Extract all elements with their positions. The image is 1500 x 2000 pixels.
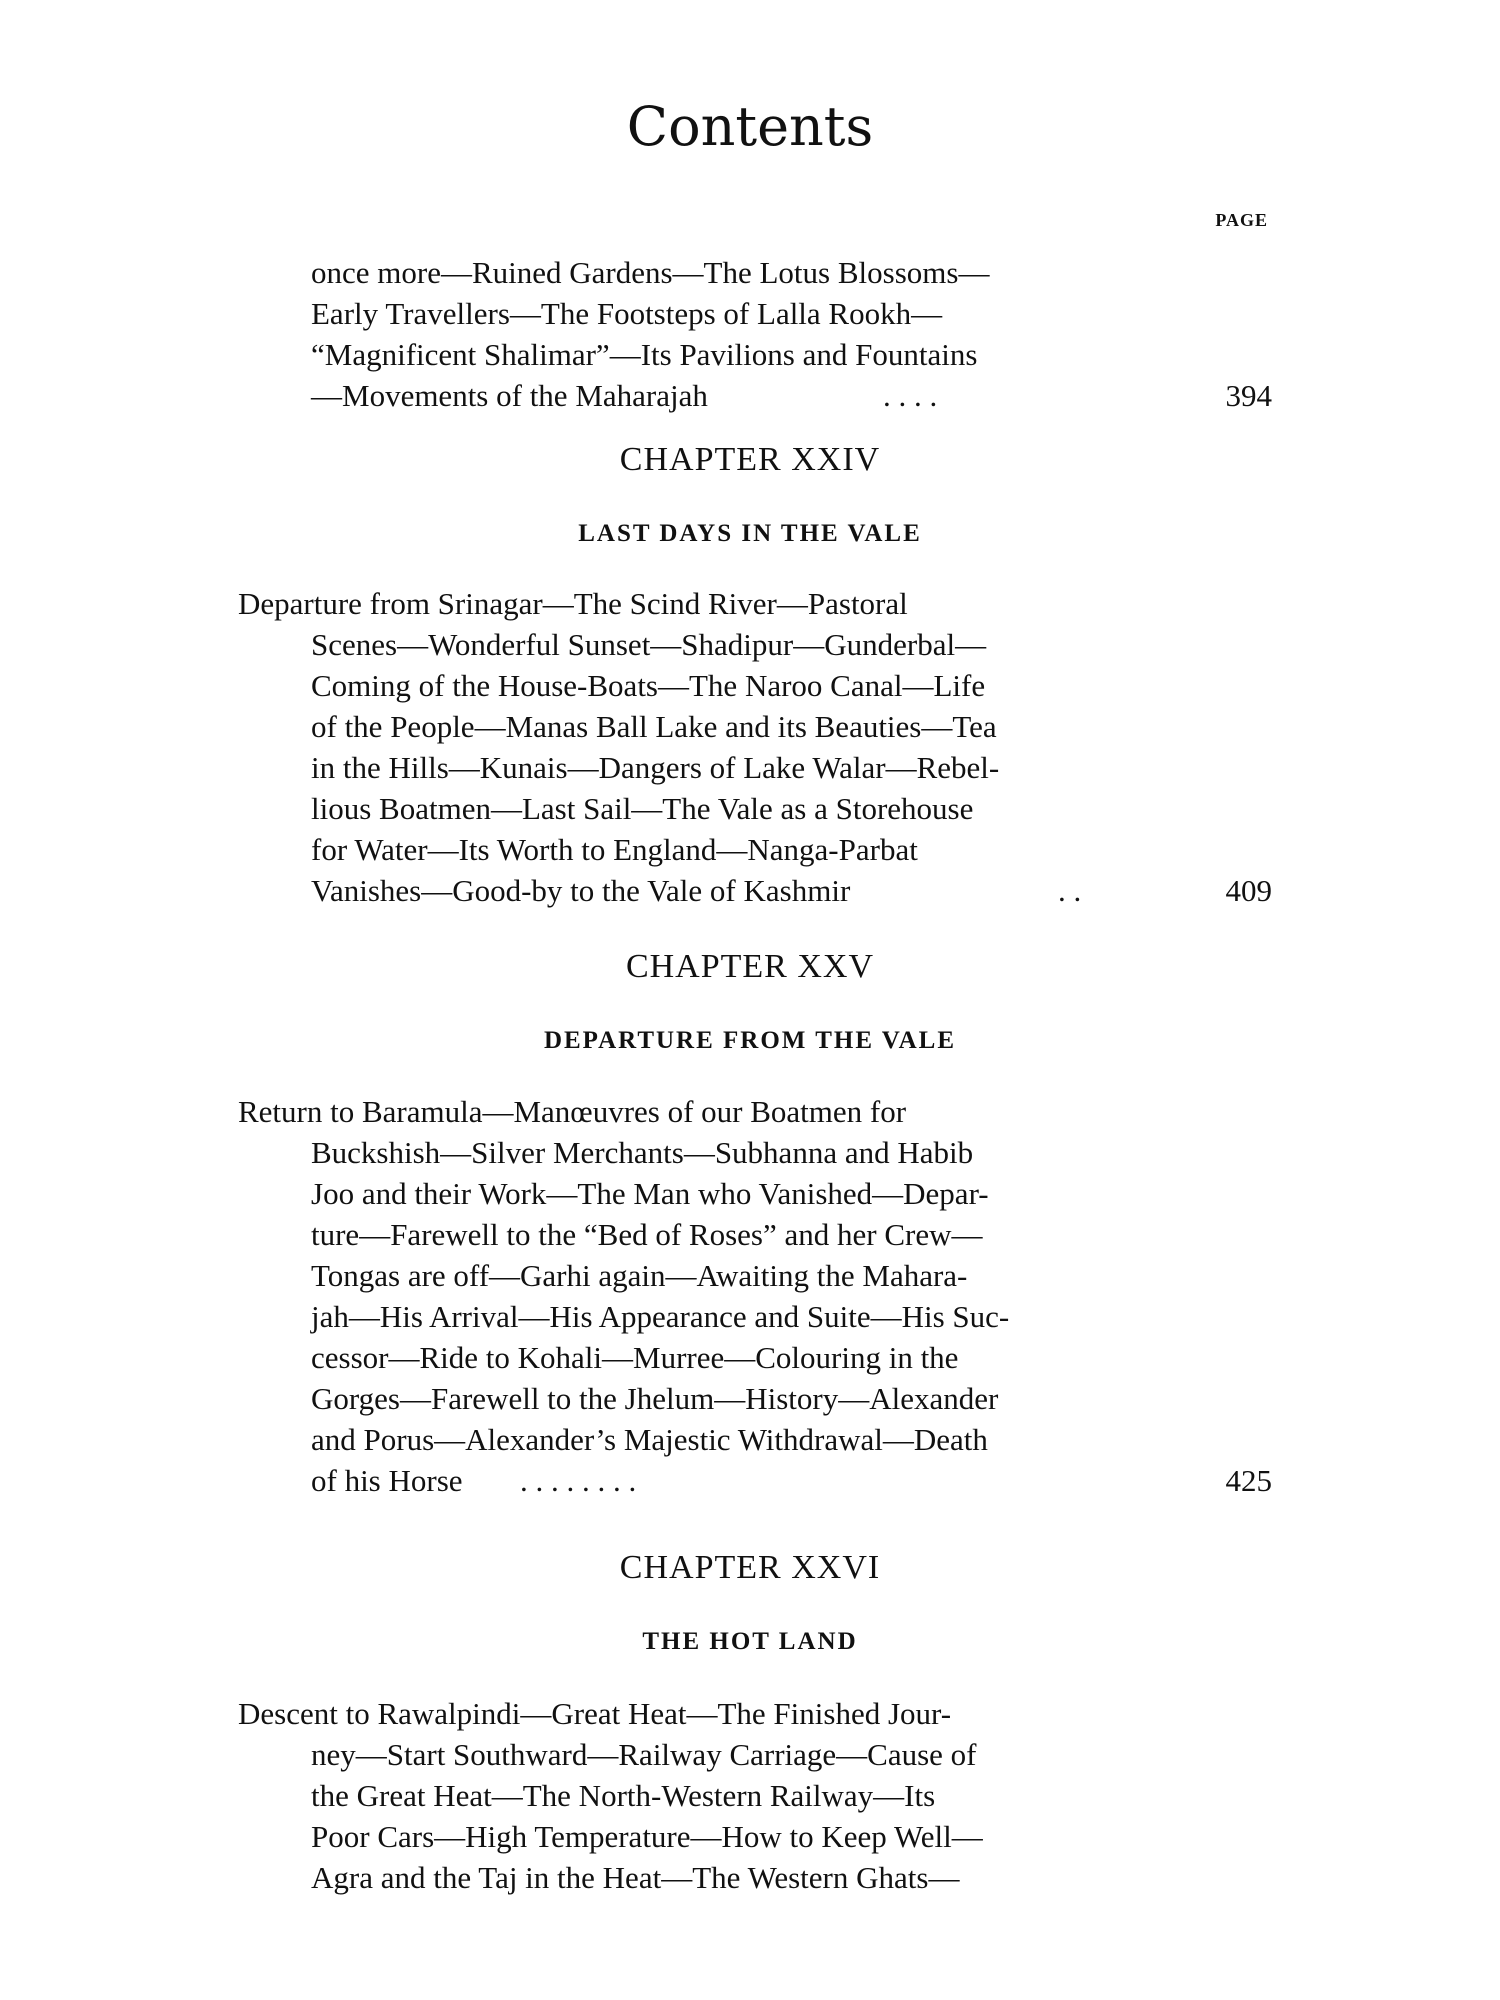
chapter-heading: CHAPTER XXIV — [619, 441, 881, 478]
entry-line: lious Boatmen—Last Sail—The Vale as a Storehouse — [311, 791, 974, 826]
page-column-label: PAGE — [1215, 210, 1268, 230]
entry-line: ney—Start Southward—Railway Carriage—Cause of — [311, 1737, 977, 1772]
entry-line: Agra and the Taj in the Heat—The Western Ghats— — [311, 1860, 960, 1895]
entry-line: Vanishes—Good-by to the Vale of Kashmir — [311, 873, 851, 908]
entry-line: cessor—Ride to Kohali—Murree—Colouring in the — [311, 1340, 959, 1375]
entry-line: Buckshish—Silver Merchants—Subhanna and Habib — [311, 1135, 974, 1170]
dot-leaders: . . . . . . . . — [520, 1463, 637, 1498]
entry-line: Departure from Srinagar—The Scind River—Pastoral — [238, 586, 908, 621]
page-number: 394 — [1225, 378, 1272, 413]
entry-line: Scenes—Wonderful Sunset—Shadipur—Gunderbal— — [311, 627, 987, 662]
entry-line: of his Horse — [311, 1463, 463, 1498]
entry-line: Joo and their Work—The Man who Vanished—Depar- — [311, 1176, 989, 1211]
entry-line: Tongas are off—Garhi again—Awaiting the Mahara- — [311, 1258, 968, 1293]
dot-leaders: . . . . — [883, 378, 938, 413]
page-number: 409 — [1225, 873, 1272, 908]
entry-line: of the People—Manas Ball Lake and its Beauties—Tea — [311, 709, 997, 744]
entry-line: Return to Baramula—Manœuvres of our Boatmen for — [238, 1094, 907, 1129]
entry-line: ture—Farewell to the “Bed of Roses” and her Crew— — [311, 1217, 983, 1252]
entry-line: Coming of the House-Boats—The Naroo Canal—Life — [311, 668, 986, 703]
entry-line: in the Hills—Kunais—Dangers of Lake Walar—Rebel- — [311, 750, 1000, 785]
entry-line: “Magnificent Shalimar”—Its Pavilions and Fountains — [311, 337, 978, 372]
entry-line: Gorges—Farewell to the Jhelum—History—Alexander — [311, 1381, 999, 1416]
dot-leaders: . . — [1058, 873, 1082, 908]
chapter-heading: CHAPTER XXV — [625, 948, 875, 985]
entry-line: for Water—Its Worth to England—Nanga-Parbat — [311, 832, 918, 867]
chapter-subtitle: LAST DAYS IN THE VALE — [578, 520, 922, 547]
page-number: 425 — [1225, 1463, 1272, 1498]
entry-line: once more—Ruined Gardens—The Lotus Blossoms— — [311, 255, 990, 290]
chapter-subtitle: THE HOT LAND — [642, 1628, 858, 1655]
entry-line: and Porus—Alexander’s Majestic Withdrawal—Death — [311, 1422, 988, 1457]
entry-line: jah—His Arrival—His Appearance and Suite—His Suc- — [311, 1299, 1010, 1334]
entry-line: Early Travellers—The Footsteps of Lalla Rookh— — [311, 296, 943, 331]
entry-line: —Movements of the Maharajah — [311, 378, 708, 413]
entry-line: Poor Cars—High Temperature—How to Keep Well— — [311, 1819, 983, 1854]
entry-line: the Great Heat—The North-Western Railway—Its — [311, 1778, 936, 1813]
entry-line: Descent to Rawalpindi—Great Heat—The Finished Jour- — [238, 1696, 952, 1731]
chapter-subtitle: DEPARTURE FROM THE VALE — [543, 1027, 957, 1054]
page-title: Contents — [626, 95, 874, 158]
chapter-heading: CHAPTER XXVI — [619, 1549, 881, 1586]
